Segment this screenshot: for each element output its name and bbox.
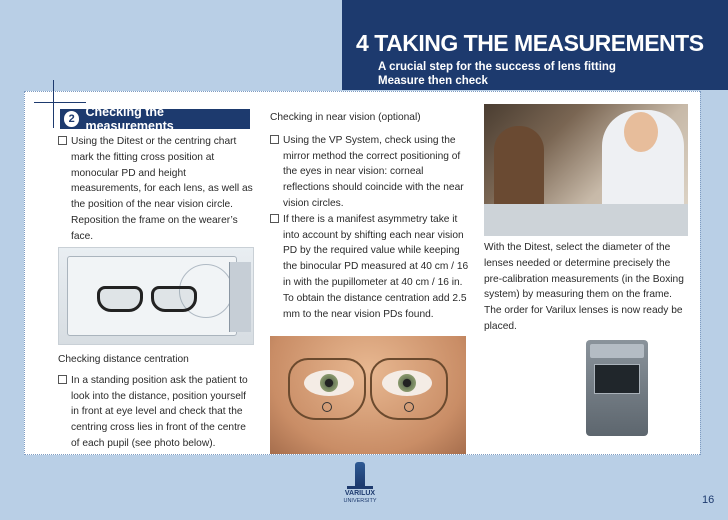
optician-face [624,112,658,152]
near-vision-heading: Checking in near vision (optional) [270,112,421,123]
col2-bullet-2-text: If there is a manifest asymmetry take it into account by shifting each near vision PD by the required value while keeping the binocular PD measured at 40 cm / 16 in with the pupillometer at 40 cm / 16 in. To obtain the distance centration add 2.5 mm to the near vision PDs found. [283,213,469,320]
column-1-top [58,134,254,245]
subtitle-line-2: Measure then check [378,75,488,87]
column-1-bottom [58,352,256,452]
checkbox-bullet-icon [58,136,67,145]
section-number-badge: 2 [64,111,79,127]
varilux-university-logo [343,462,377,508]
ditest-chart-photo [58,247,254,345]
column-2 [270,110,470,322]
subtitle-line-1: A crucial step for the success of lens fitting [378,61,616,73]
page-number: 16 [702,494,715,506]
device-screen [594,364,640,394]
checkbox-bullet-icon [58,375,67,384]
desk [484,204,688,236]
chart-scale [229,262,251,332]
section-heading [60,105,250,133]
frame-right-lens [151,286,197,312]
column-3 [484,240,688,335]
chapter-number: 4 [356,30,369,56]
distance-centration-heading: Checking distance centration [58,354,189,365]
panel-border-right [700,91,701,455]
col2-bullet-1 [270,133,470,212]
device-lid [590,344,644,358]
checkbox-bullet-icon [270,135,279,144]
fitting-session-photo [484,104,688,236]
corner-cross-vertical [53,80,54,128]
col1-bullet-2-text: In a standing position ask the patient to look into the distance, position yourself in front at eye level and check that the centring cross lies in front of the centre of each pupil (see photo below). [71,374,248,449]
col2-bullet-1-text: Using the VP System, check using the mirror method the correct positioning of the eyes in near vision: corneal reflections should coincide with the near vision circles. [283,134,464,209]
checkbox-bullet-icon [270,214,279,223]
col1-bullet-1-text: Using the Ditest or the centring chart mark the fitting cross position at monocular PD and height measurements, for each lens, as well as the position of the near vision circle. Reposition the frame on the wearer’s face. [71,136,253,242]
ditest-device-photo [586,340,648,436]
col2-bullet-2 [270,212,470,323]
col1-bullet-1 [58,134,254,245]
frame-left-lens [97,286,143,312]
near-vision-dot-right [404,402,414,412]
col3-paragraph: With the Ditest, select the diameter of the lenses needed or determine precisely the pre-calibration measurements (in the Boxing system) by measuring them on the frame. The order for Varilux lenses is now ready be placed. [484,242,684,332]
logo-sub: UNIVERSITY [343,498,377,504]
panel-border-left [24,91,25,455]
col1-bullet-2 [58,373,256,452]
chapter-title [356,30,704,57]
near-vision-dot-left [322,402,332,412]
chapter-title-text: TAKING THE MEASUREMENTS [374,30,704,56]
logo-tower-icon [355,462,365,486]
logo-brand: VARILUX [344,490,376,497]
chapter-subtitle [378,60,616,88]
section-title: Checking the measurements [85,105,174,133]
corner-cross-horizontal [34,102,86,103]
eyes-closeup-photo [270,336,466,454]
